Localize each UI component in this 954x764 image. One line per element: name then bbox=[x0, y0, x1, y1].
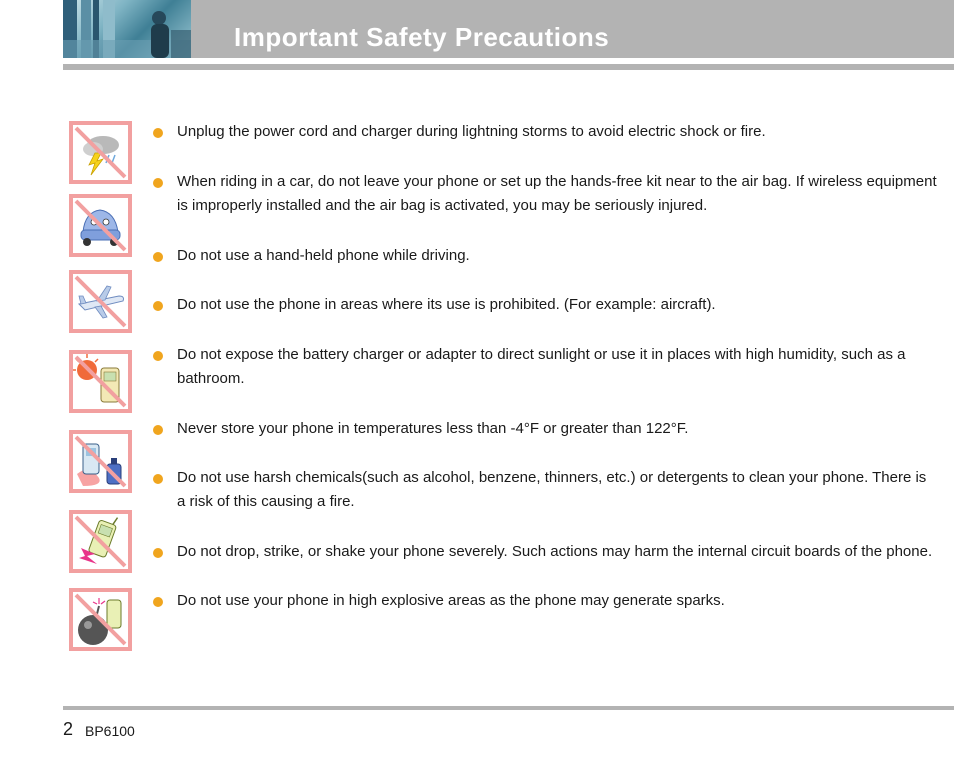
footer-divider bbox=[63, 706, 954, 710]
bullet-dot bbox=[153, 351, 163, 361]
list-item: Do not use the phone in areas where its use is prohibited. (For example: aircraft). bbox=[177, 296, 716, 313]
bullet-dot bbox=[153, 178, 163, 188]
sun-phone-icon bbox=[69, 350, 132, 413]
list-item: Never store your phone in temperatures less than -4°F or greater than 122°F. bbox=[177, 420, 689, 437]
aircraft-icon bbox=[69, 270, 132, 333]
car-icon bbox=[69, 194, 132, 257]
bullet-dot bbox=[153, 474, 163, 484]
header-photo bbox=[63, 0, 191, 58]
list-item: Do not use harsh chemicals(such as alcohol, benzene, thinners, etc.) or detergents to clean your phone. There is a risk of this causing a fire. bbox=[177, 469, 927, 510]
list-item: Do not expose the battery charger or adapter to direct sunlight or use it in places with high humidity, such as a bathroom. bbox=[177, 346, 906, 387]
bullet-dot bbox=[153, 597, 163, 607]
drop-phone-icon bbox=[69, 510, 132, 573]
lightning-storm-icon bbox=[69, 121, 132, 184]
chemicals-icon bbox=[69, 430, 132, 493]
page-title: Important Safety Precautions bbox=[234, 22, 610, 52]
bomb-icon bbox=[69, 588, 132, 651]
bullet-dot bbox=[153, 425, 163, 435]
bullet-dot bbox=[153, 548, 163, 558]
header-divider bbox=[63, 64, 954, 70]
city-photo-icon bbox=[63, 0, 191, 58]
list-item: When riding in a car, do not leave your phone or set up the hands-free kit near to the air bag. If wireless equipment is improperly installed and the air bag is activated, you may be seriously injured. bbox=[177, 173, 937, 214]
list-item: Unplug the power cord and charger during lightning storms to avoid electric shock or fire. bbox=[177, 123, 766, 140]
bullet-dot bbox=[153, 252, 163, 262]
list-item: Do not use a hand-held phone while driving. bbox=[177, 247, 470, 264]
list-item: Do not use your phone in high explosive areas as the phone may generate sparks. bbox=[177, 592, 725, 609]
list-item: Do not drop, strike, or shake your phone severely. Such actions may harm the internal circuit boards of the phone. bbox=[177, 543, 933, 560]
bullet-dot bbox=[153, 301, 163, 311]
bullet-dot bbox=[153, 128, 163, 138]
page-number: 2 bbox=[63, 719, 74, 739]
model-name: BP6100 bbox=[85, 723, 135, 739]
